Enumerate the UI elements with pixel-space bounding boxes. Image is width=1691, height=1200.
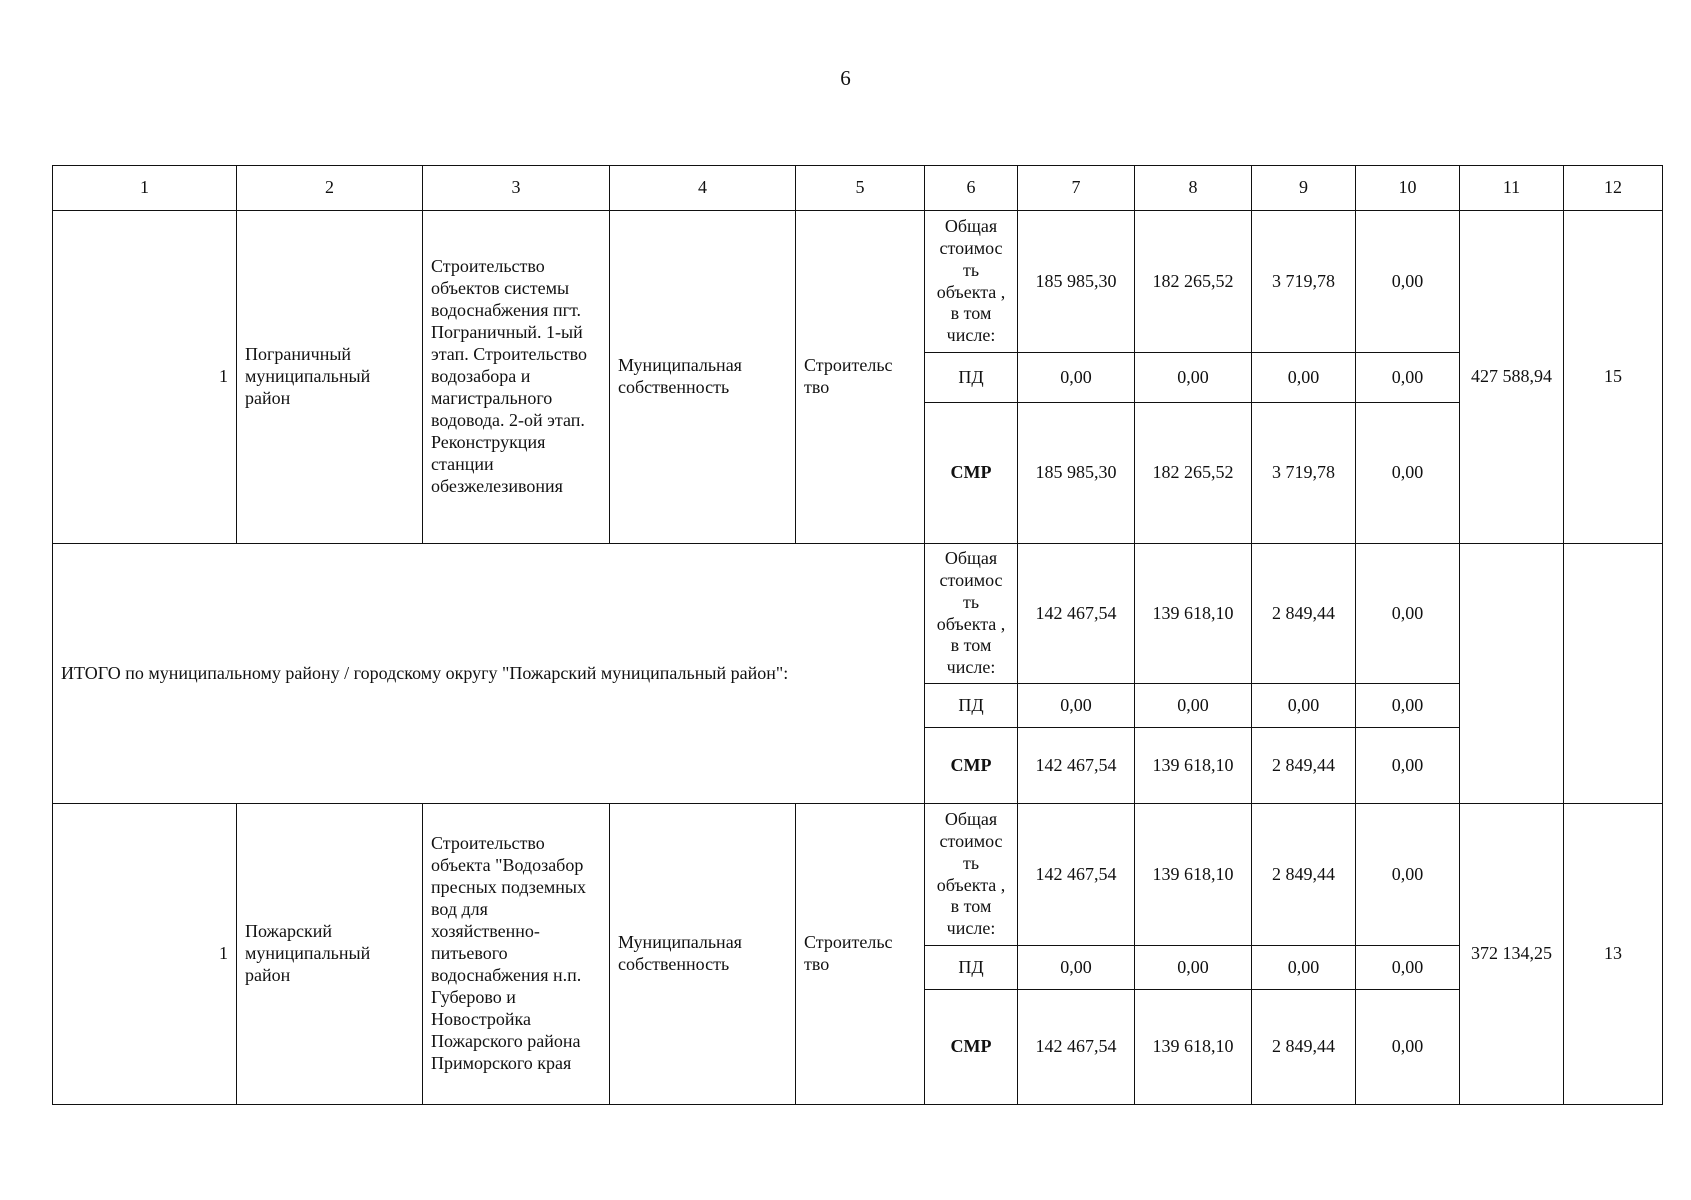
cost-type-pd: ПД — [925, 353, 1018, 403]
object-description: Строительство объектов системы водоснабжения пгт. Пограничный. 1-ый этап. Строительство водозабора и магистрального водовода. 2-ой этап. Реконструкция станции обезжелезивония — [423, 211, 610, 544]
page-number: 6 — [840, 66, 851, 90]
col-header: 7 — [1018, 166, 1135, 211]
value-cell: 0,00 — [1252, 946, 1356, 990]
value-cell: 0,00 — [1135, 946, 1252, 990]
value-cell: 139 618,10 — [1135, 990, 1252, 1105]
ownership-cell: Муниципальная собственность — [610, 804, 796, 1105]
value-cell: 0,00 — [1356, 804, 1460, 946]
col-header: 5 — [796, 166, 925, 211]
value-cell: 0,00 — [1356, 684, 1460, 728]
value-cell: 2 849,44 — [1252, 728, 1356, 804]
value-cell: 0,00 — [1018, 353, 1135, 403]
value-cell: 185 985,30 — [1018, 211, 1135, 353]
value-cell: 0,00 — [1356, 990, 1460, 1105]
cost-type-smr: СМР — [925, 990, 1018, 1105]
table-row — [53, 211, 1663, 353]
col-header: 10 — [1356, 166, 1460, 211]
row-number: 1 — [53, 211, 237, 544]
value-cell: 142 467,54 — [1018, 728, 1135, 804]
municipality-cell: Пограничный муниципальный район — [237, 211, 423, 544]
value-cell: 139 618,10 — [1135, 544, 1252, 684]
value-cell: 0,00 — [1018, 946, 1135, 990]
value-cell: 142 467,54 — [1018, 804, 1135, 946]
cost-type-smr: СМР — [925, 728, 1018, 804]
value-cell: 0,00 — [1252, 684, 1356, 728]
col-header: 4 — [610, 166, 796, 211]
col11-cell: 372 134,25 — [1460, 804, 1564, 1105]
value-cell: 3 719,78 — [1252, 211, 1356, 353]
value-cell: 0,00 — [1135, 684, 1252, 728]
value-cell: 182 265,52 — [1135, 211, 1252, 353]
value-cell: 0,00 — [1356, 544, 1460, 684]
work-type-cell: Строительс тво — [796, 804, 925, 1105]
object-table — [52, 165, 1663, 1105]
empty-cell — [1564, 544, 1663, 804]
ownership-cell: Муниципальная собственность — [610, 211, 796, 544]
col-header: 8 — [1135, 166, 1252, 211]
cost-type-total: Общая стоимос ть объекта , в том числе: — [925, 211, 1018, 353]
value-cell: 0,00 — [1135, 353, 1252, 403]
empty-cell — [1460, 544, 1564, 804]
value-cell: 0,00 — [1356, 211, 1460, 353]
value-cell: 139 618,10 — [1135, 804, 1252, 946]
value-cell: 142 467,54 — [1018, 544, 1135, 684]
cost-type-total: Общая стоимос ть объекта , в том числе: — [925, 804, 1018, 946]
cost-type-total: Общая стоимос ть объекта , в том числе: — [925, 544, 1018, 684]
value-cell: 2 849,44 — [1252, 804, 1356, 946]
work-type-cell: Строительс тво — [796, 211, 925, 544]
total-row — [53, 544, 1663, 684]
value-cell: 0,00 — [1356, 728, 1460, 804]
value-cell: 0,00 — [1252, 353, 1356, 403]
col11-cell: 427 588,94 — [1460, 211, 1564, 544]
value-cell: 2 849,44 — [1252, 544, 1356, 684]
object-description: Строительство объекта "Водозабор пресных подземных вод для хозяйственно-питьевого водоснабжения н.п. Губерово и Новостройка Пожарского района Приморского края — [423, 804, 610, 1105]
col-header: 9 — [1252, 166, 1356, 211]
value-cell: 2 849,44 — [1252, 990, 1356, 1105]
value-cell: 139 618,10 — [1135, 728, 1252, 804]
cost-type-pd: ПД — [925, 946, 1018, 990]
col-header: 1 — [53, 166, 237, 211]
value-cell: 0,00 — [1356, 353, 1460, 403]
table-row — [53, 804, 1663, 946]
col12-cell: 15 — [1564, 211, 1663, 544]
col-header: 3 — [423, 166, 610, 211]
cost-type-pd: ПД — [925, 684, 1018, 728]
col-header: 11 — [1460, 166, 1564, 211]
col-header: 6 — [925, 166, 1018, 211]
value-cell: 142 467,54 — [1018, 990, 1135, 1105]
value-cell: 0,00 — [1356, 403, 1460, 544]
value-cell: 3 719,78 — [1252, 403, 1356, 544]
value-cell: 185 985,30 — [1018, 403, 1135, 544]
row-number: 1 — [53, 804, 237, 1105]
value-cell: 0,00 — [1356, 946, 1460, 990]
header-row — [53, 166, 1663, 211]
col12-cell: 13 — [1564, 804, 1663, 1105]
cost-type-smr: СМР — [925, 403, 1018, 544]
value-cell: 0,00 — [1018, 684, 1135, 728]
col-header: 12 — [1564, 166, 1663, 211]
municipality-cell: Пожарский муниципальный район — [237, 804, 423, 1105]
value-cell: 182 265,52 — [1135, 403, 1252, 544]
total-label: ИТОГО по муниципальному району / городскому округу "Пожарский муниципальный район": — [53, 544, 925, 804]
col-header: 2 — [237, 166, 423, 211]
